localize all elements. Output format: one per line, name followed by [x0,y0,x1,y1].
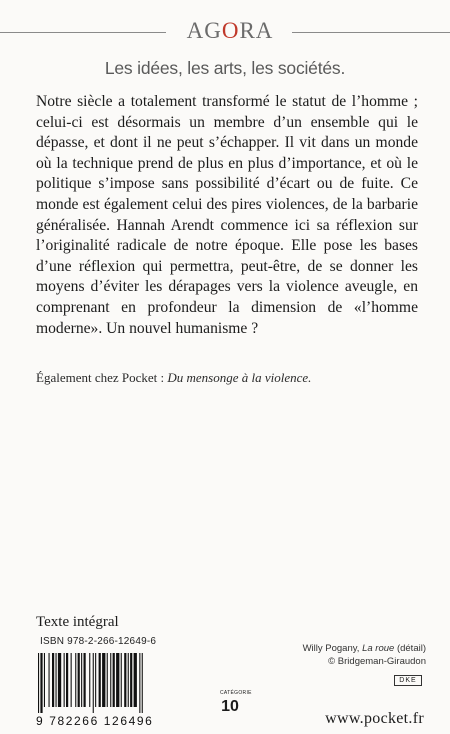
category-label: CATÉGORIE [220,690,252,696]
also-available [36,370,426,386]
barcode [36,636,188,728]
header [0,0,450,92]
category-number: 10 [221,698,239,715]
barcode-number: 9 782266 126496 [36,714,154,728]
image-credits: Willy Pogany, La roue (détail) © Bridgeman-Giraudon [302,643,426,667]
blurb-text: Notre siècle a totalement transformé le statut de l’homme ; celui-ci est désormais un membre d’un ensemble qui le dépasse, et dont il ne peut s’échapper. Il vit dans un monde où la technique prend de plus en plus d’importance, et où le politique s’impose sans possibilité d’écart ou de fuite. Ce monde est également celui des pires violences, de la barbarie généralisée. Hannah Arendt commence ici sa réflexion sur l’originalité radicale de notre époque. Elle pose les bases d’une réflexion qui permettra, peut-être, de se donner les moyens d’éviter les dérapages vers la violence aveugle, en comprenant en profondeur la dimension de «l’homme moderne». Un nouvel humanisme ? [36,93,418,337]
series-tagline: Les idées, les arts, les sociétés. [104,58,346,78]
isbn-label: ISBN 978-2-266-12649-6 [40,636,157,647]
agora-logo: AGORA [186,18,274,43]
logo-o-letter: O [221,18,240,43]
back-cover-blurb [36,92,418,339]
also-available-title: Du mensonge à la violence. [167,370,312,385]
header-rule-left [0,32,166,33]
also-available-prefix: Également chez Pocket : [36,370,168,385]
barcode-bars [36,653,186,713]
publisher-url: www.pocket.fr [325,710,424,727]
dke-logo: DKE [394,675,422,686]
header-rule-right [292,32,450,33]
category-badge [220,690,252,716]
integral-text-label: Texte intégral [36,614,119,630]
